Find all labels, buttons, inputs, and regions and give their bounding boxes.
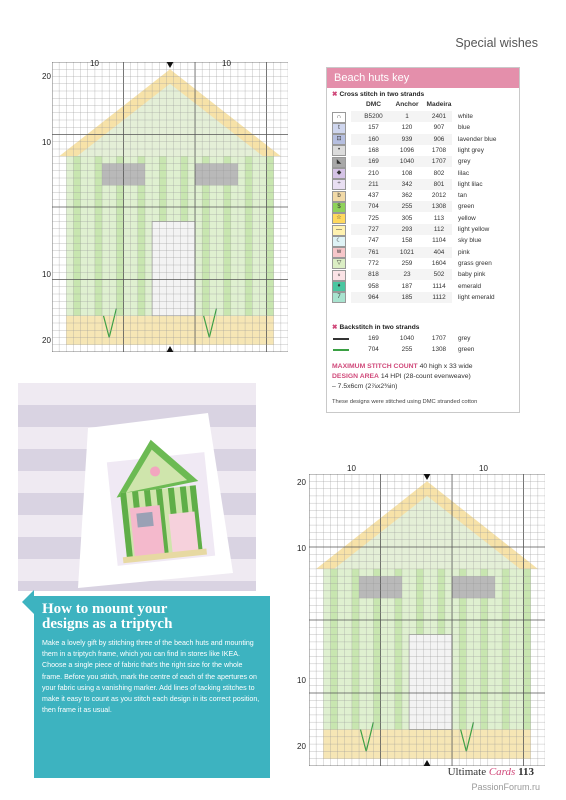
thread-anchor: 1040	[399, 158, 415, 166]
thread-symbol-icon: —	[332, 225, 346, 236]
thread-symbol-icon: w	[332, 247, 346, 258]
thread-dmc: 210	[368, 169, 379, 177]
thread-madeira: 801	[433, 180, 445, 188]
cross-icon: ✖	[332, 91, 338, 98]
key-note: These designs were stitched using DMC stranded cotton	[332, 399, 478, 405]
beach-huts-key	[326, 67, 520, 413]
thread-dmc: 437	[368, 192, 379, 200]
thread-dmc: 818	[368, 271, 379, 279]
mount-box-notch	[22, 590, 34, 614]
thread-row	[357, 258, 528, 269]
thread-row	[357, 269, 528, 280]
thread-symbol-icon: •	[332, 145, 346, 156]
thread-anchor: 342	[401, 180, 413, 188]
thread-row	[357, 235, 528, 246]
thread-symbol-icon: ⊡	[332, 134, 346, 145]
beach-hut-card-image	[18, 383, 256, 591]
mount-instructions-box	[34, 596, 270, 778]
thread-symbol-icon: b	[332, 191, 346, 202]
thread-madeira: 404	[433, 248, 445, 256]
thread-dmc: 169	[368, 158, 379, 166]
thread-madeira: 906	[433, 135, 445, 143]
backstitch-dmc: 169	[368, 335, 379, 342]
chart-top	[52, 62, 288, 352]
thread-dmc: 168	[368, 146, 379, 154]
chart-bottom-label-top-2: 10	[479, 464, 488, 473]
thread-dmc: 761	[368, 248, 379, 256]
thread-anchor: 158	[401, 237, 413, 245]
thread-row	[357, 122, 528, 133]
thread-dmc: 747	[368, 237, 379, 245]
thread-anchor: 185	[401, 293, 413, 301]
thread-madeira: 1708	[431, 146, 447, 154]
thread-row	[357, 179, 528, 190]
thread-row	[357, 292, 528, 303]
thread-name: light grey	[458, 146, 484, 154]
thread-name: baby pink	[458, 271, 486, 279]
thread-row	[357, 201, 528, 212]
thread-madeira: 802	[433, 169, 445, 177]
thread-name: emerald	[458, 282, 482, 290]
thread-row	[357, 168, 528, 179]
thread-madeira: 1308	[431, 203, 447, 211]
thread-row	[357, 281, 528, 292]
thread-anchor: 259	[401, 259, 413, 267]
thread-anchor: 1096	[399, 146, 415, 154]
thread-madeira: 2012	[431, 192, 447, 200]
mount-title: How to mount your designs as a triptych	[42, 601, 173, 632]
thread-symbol-icon: 7	[332, 292, 346, 303]
thread-name: yellow	[458, 214, 476, 222]
thread-anchor: 362	[401, 192, 413, 200]
section-title: Special wishes	[455, 36, 538, 50]
thread-symbol-icon: ∩	[332, 112, 346, 123]
thread-symbol-icon: ☆	[332, 213, 346, 224]
thread-madeira: 1114	[432, 282, 446, 290]
thread-name: light emerald	[458, 293, 495, 301]
thread-symbol-icon: ◆	[332, 168, 346, 179]
thread-madeira: 1104	[432, 237, 446, 245]
thread-madeira: 502	[433, 271, 445, 279]
thread-name: tan	[458, 192, 467, 200]
thread-name: white	[458, 113, 473, 120]
chart-top-label-top-2: 10	[222, 59, 231, 68]
thread-anchor: 255	[401, 203, 413, 211]
thread-symbol-icon: ♦	[332, 281, 346, 292]
chart-top-label-left-2: 10	[42, 138, 51, 147]
col-dmc: DMC	[365, 101, 382, 108]
thread-dmc: B5200	[364, 113, 383, 120]
thread-row	[357, 224, 528, 235]
thread-symbol-icon: $	[332, 202, 346, 213]
card-photo	[18, 383, 256, 591]
chart-bottom-label-left-1: 20	[297, 478, 306, 487]
thread-symbol-icon: ☾	[332, 236, 346, 247]
max-stitch-count: MAXIMUM STITCH COUNT 40 high x 33 wide	[332, 363, 473, 370]
chart-top-label-left-1: 20	[42, 72, 51, 81]
key-title: Beach huts key	[327, 68, 519, 88]
col-madeira: Madeira	[426, 101, 452, 108]
backstitch-madeira: 1308	[431, 346, 447, 354]
thread-anchor: 120	[401, 124, 413, 132]
thread-symbol-icon: ◣	[332, 157, 346, 168]
backstitch-dmc: 704	[368, 346, 379, 354]
thread-row	[357, 156, 528, 167]
thread-row	[357, 213, 528, 224]
thread-dmc: 958	[368, 282, 379, 290]
mount-body: Make a lovely gift by stitching three of the beach huts and mounting them in a triptych frame, which you can find in stores like IKEA. Choose a single piece of fabric that's the right size for the whole frame. Before you stitch, mark the centre of each of the apertures on your fabric using a vanishing marker. Add lines of tacking stitches to make it easy to count as you stitch each design in its correct position, then frame it as usual.	[42, 639, 260, 715]
backstitch-line-icon	[333, 338, 349, 340]
thread-anchor: 1021	[399, 248, 415, 256]
thread-anchor: 293	[401, 226, 413, 233]
backstitch-anchor: 1040	[399, 335, 415, 342]
chart-top-label-left-4: 20	[42, 336, 51, 345]
thread-anchor: 23	[403, 271, 411, 279]
thread-name: sky blue	[458, 237, 482, 245]
backstitch-heading: ✖ Backstitch in two strands	[332, 324, 420, 331]
thread-madeira: 2401	[431, 113, 447, 120]
thread-anchor: 939	[401, 135, 413, 143]
thread-name: lavender blue	[458, 135, 497, 143]
thread-name: grey	[458, 158, 471, 166]
backstitch-madeira: 1707	[431, 335, 447, 342]
thread-dmc: 211	[368, 180, 379, 188]
thread-row	[357, 247, 528, 258]
thread-row	[357, 145, 528, 156]
thread-name: green	[458, 203, 475, 211]
chart-bottom-grid	[309, 474, 545, 766]
backstitch-name: green	[458, 346, 475, 354]
backstitch-anchor: 255	[401, 346, 413, 354]
cross-icon: ✖	[332, 324, 338, 331]
design-area: DESIGN AREA 14 HPI (28-count evenweave)	[332, 373, 471, 380]
backstitch-row	[357, 333, 528, 344]
thread-symbol-icon: ℴ	[332, 270, 346, 281]
thread-madeira: 1707	[431, 158, 447, 166]
cross-stitch-heading: ✖ Cross stitch in two strands	[332, 91, 425, 98]
thread-symbol-icon: t	[332, 123, 346, 134]
thread-anchor: 305	[401, 214, 413, 222]
thread-madeira: 1604	[431, 259, 447, 267]
thread-symbol-icon: ▽	[332, 258, 346, 269]
thread-symbol-icon: ÷	[332, 179, 346, 190]
thread-dmc: 725	[368, 214, 379, 222]
backstitch-name: grey	[458, 335, 471, 342]
watermark: PassionForum.ru	[471, 782, 540, 792]
thread-name: grass green	[458, 259, 492, 267]
thread-name: pink	[458, 248, 470, 256]
chart-bottom-label-left-4: 20	[297, 742, 306, 751]
thread-dmc: 704	[368, 203, 379, 211]
thread-name: lilac	[458, 169, 470, 177]
chart-top-label-left-3: 10	[42, 270, 51, 279]
design-area-size: – 7.5x6cm (2⅞x2⅜in)	[332, 383, 398, 390]
thread-madeira: 907	[433, 124, 445, 132]
chart-bottom-label-left-2: 10	[297, 544, 306, 553]
thread-name: blue	[458, 124, 471, 132]
backstitch-line-icon	[333, 349, 349, 351]
thread-madeira: 1112	[432, 293, 446, 301]
thread-dmc: 160	[368, 135, 379, 143]
thread-row	[357, 190, 528, 201]
thread-dmc: 727	[368, 226, 379, 233]
chart-bottom	[309, 474, 545, 766]
chart-top-label-top-1: 10	[90, 59, 99, 68]
thread-madeira: 112	[433, 226, 445, 233]
chart-top-grid	[52, 62, 288, 352]
thread-dmc: 157	[368, 124, 379, 132]
page-footer: Ultimate Cards 113	[447, 766, 534, 778]
chart-bottom-label-left-3: 10	[297, 676, 306, 685]
col-anchor: Anchor	[395, 101, 419, 108]
thread-dmc: 964	[368, 293, 379, 301]
thread-dmc: 772	[368, 259, 379, 267]
thread-anchor: 108	[401, 169, 413, 177]
thread-anchor: 1	[405, 113, 409, 120]
thread-row	[357, 134, 528, 145]
chart-bottom-label-top-1: 10	[347, 464, 356, 473]
thread-anchor: 187	[401, 282, 413, 290]
thread-name: light yellow	[458, 226, 490, 233]
backstitch-row	[357, 344, 528, 355]
key-columns	[357, 99, 454, 110]
thread-madeira: 113	[433, 214, 445, 222]
thread-name: light lilac	[458, 180, 483, 188]
thread-row	[357, 111, 528, 122]
